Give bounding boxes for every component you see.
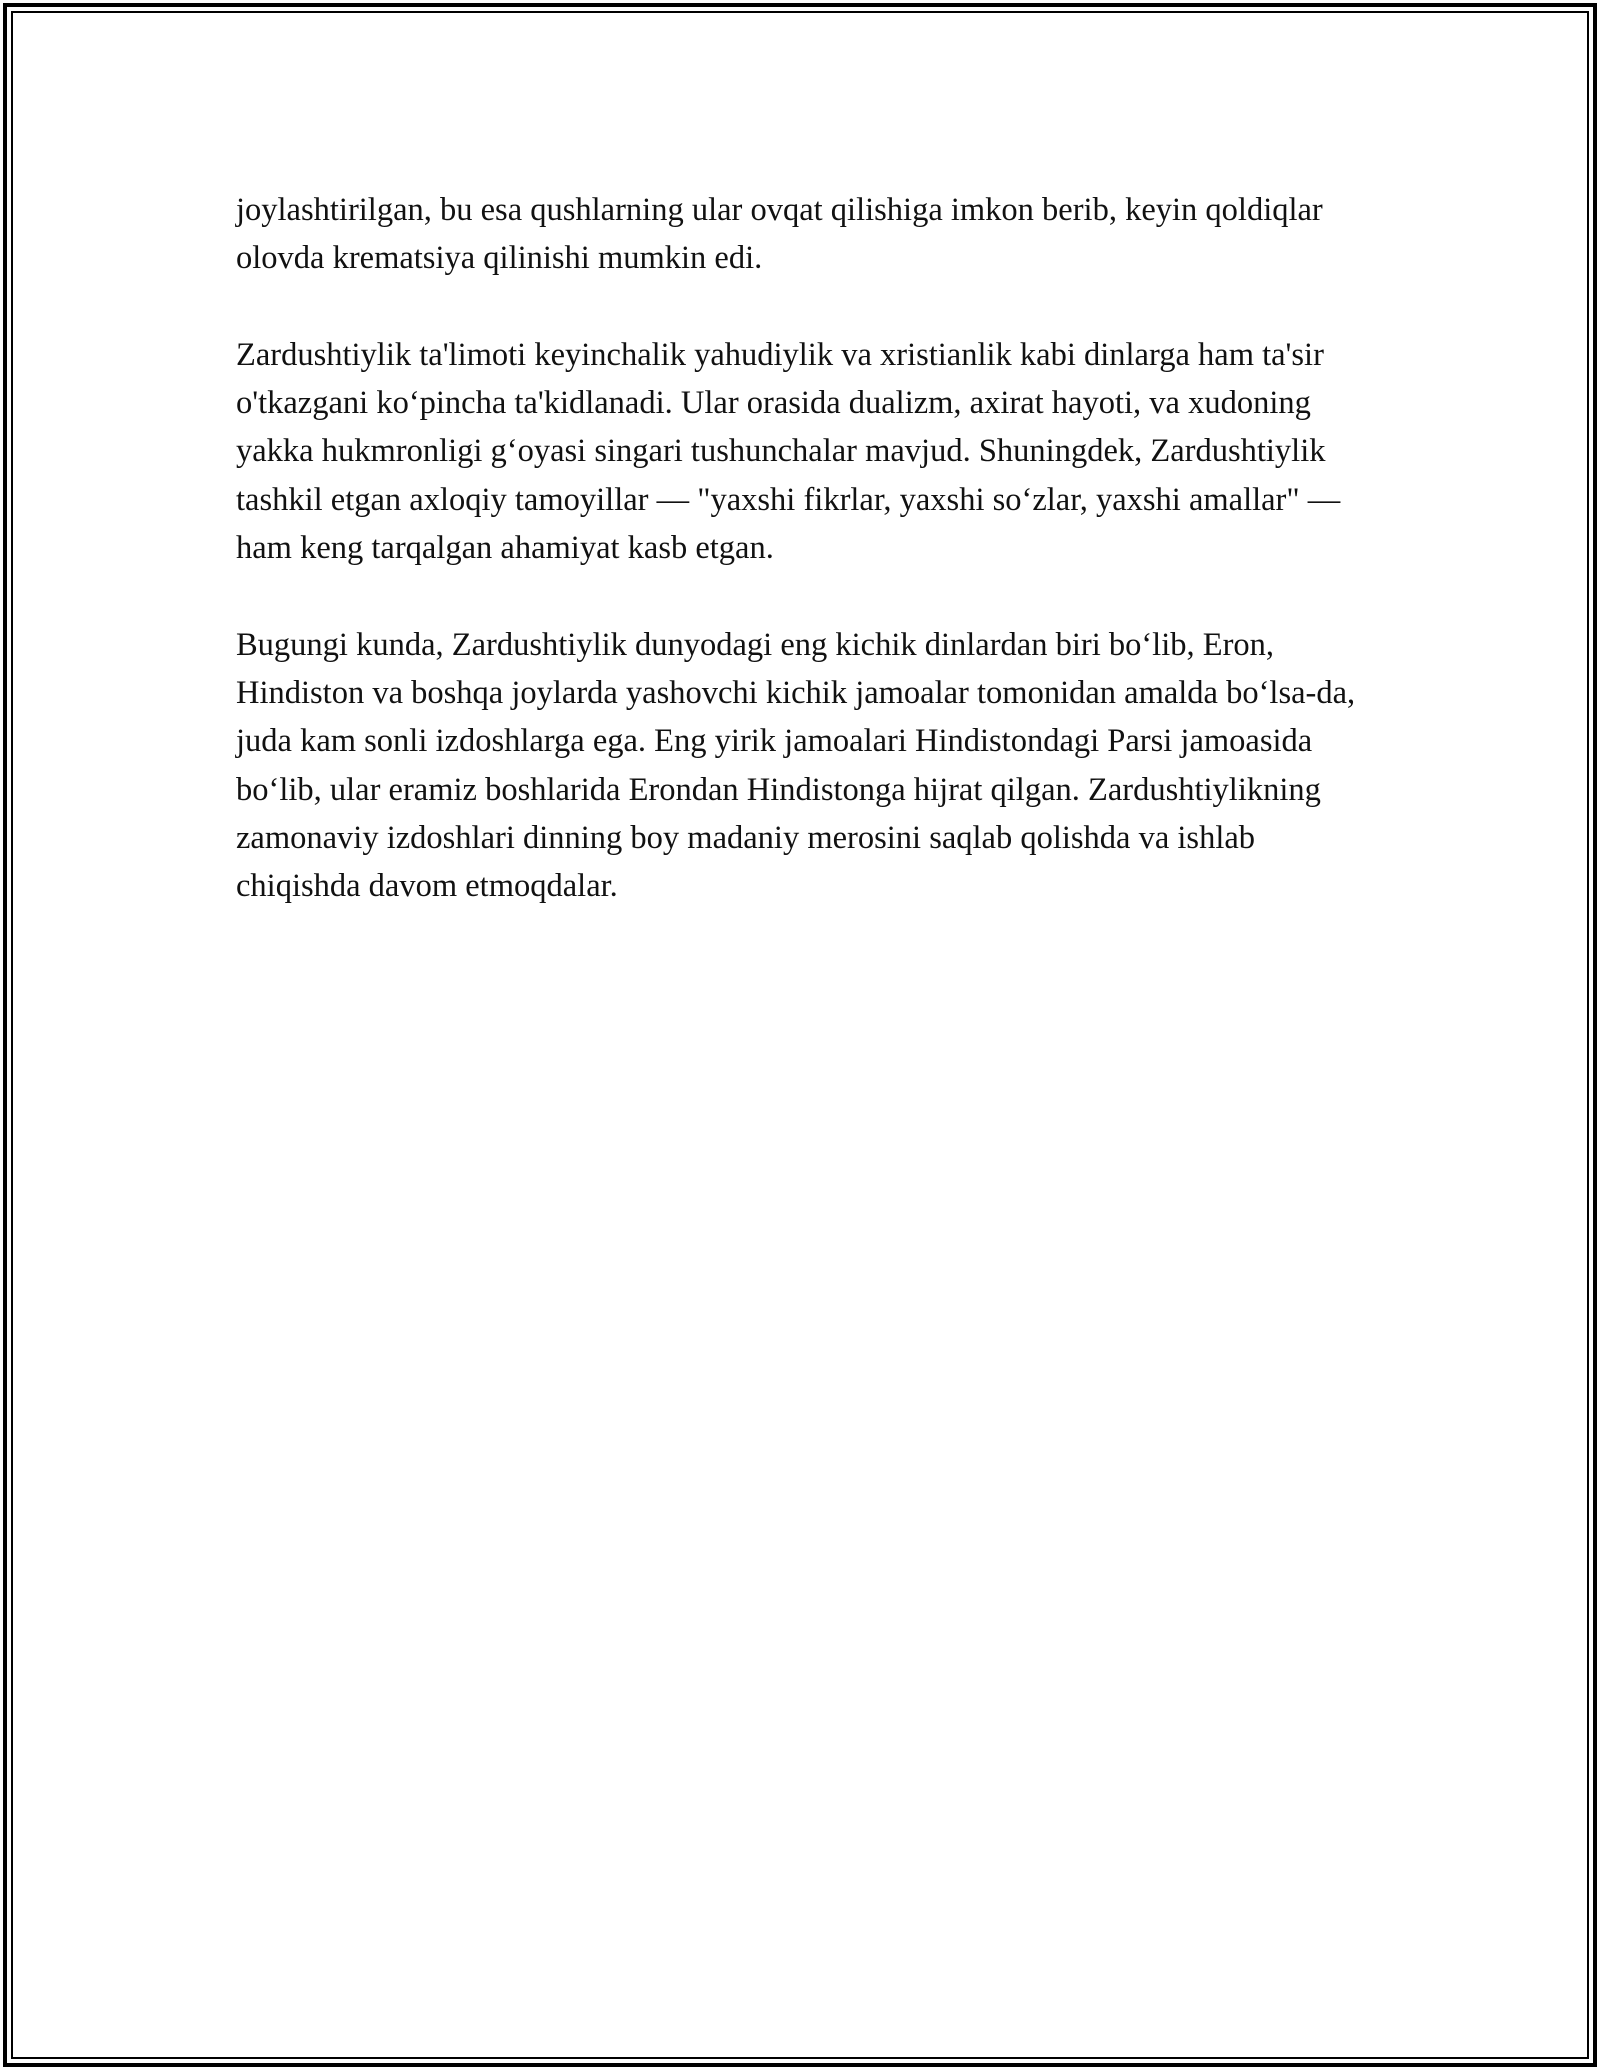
paragraph: Bugungi kunda, Zardushtiylik dunyodagi eng kichik dinlardan biri bo‘lib, Eron, Hindiston va boshqa joylarda yashovchi kichik jamoalar tomonidan amalda bo‘lsa-da, juda kam sonli izdoshlarga ega. Eng yirik jamoalari Hindistondagi Parsi jamoasida bo‘lib, ular eramiz boshlarida Erondan Hindistonga hijrat qilgan. Zardushtiylikning zamonaviy izdoshlari dinning boy madaniy merosini saqlab qolishda va ishlab chiqishda davom etmoqdalar. xyxy=(236,626,1356,905)
document-body xyxy=(236,186,1376,910)
paragraph: Zardushtiylik ta'limoti keyinchalik yahudiylik va xristianlik kabi dinlarga ham ta'sir o'tkazgani ko‘pincha ta'kidlanadi. Ular orasida dualizm, axirat hayoti, va xudoning yakka hukmronligi g‘oyasi singari tushunchalar mavjud. Shuningdek, Zardushtiylik tashkil etgan axloqiy tamoyillar — "yaxshi fikrlar, yaxshi so‘zlar, yaxshi amallar" — ham keng tarqalgan ahamiyat kasb etgan. xyxy=(236,336,1341,567)
paragraph: joylashtirilgan, bu esa qushlarning ular ovqat qilishiga imkon berib, keyin qoldiqlar olovda krematsiya qilinishi mumkin edi. xyxy=(236,192,1323,277)
